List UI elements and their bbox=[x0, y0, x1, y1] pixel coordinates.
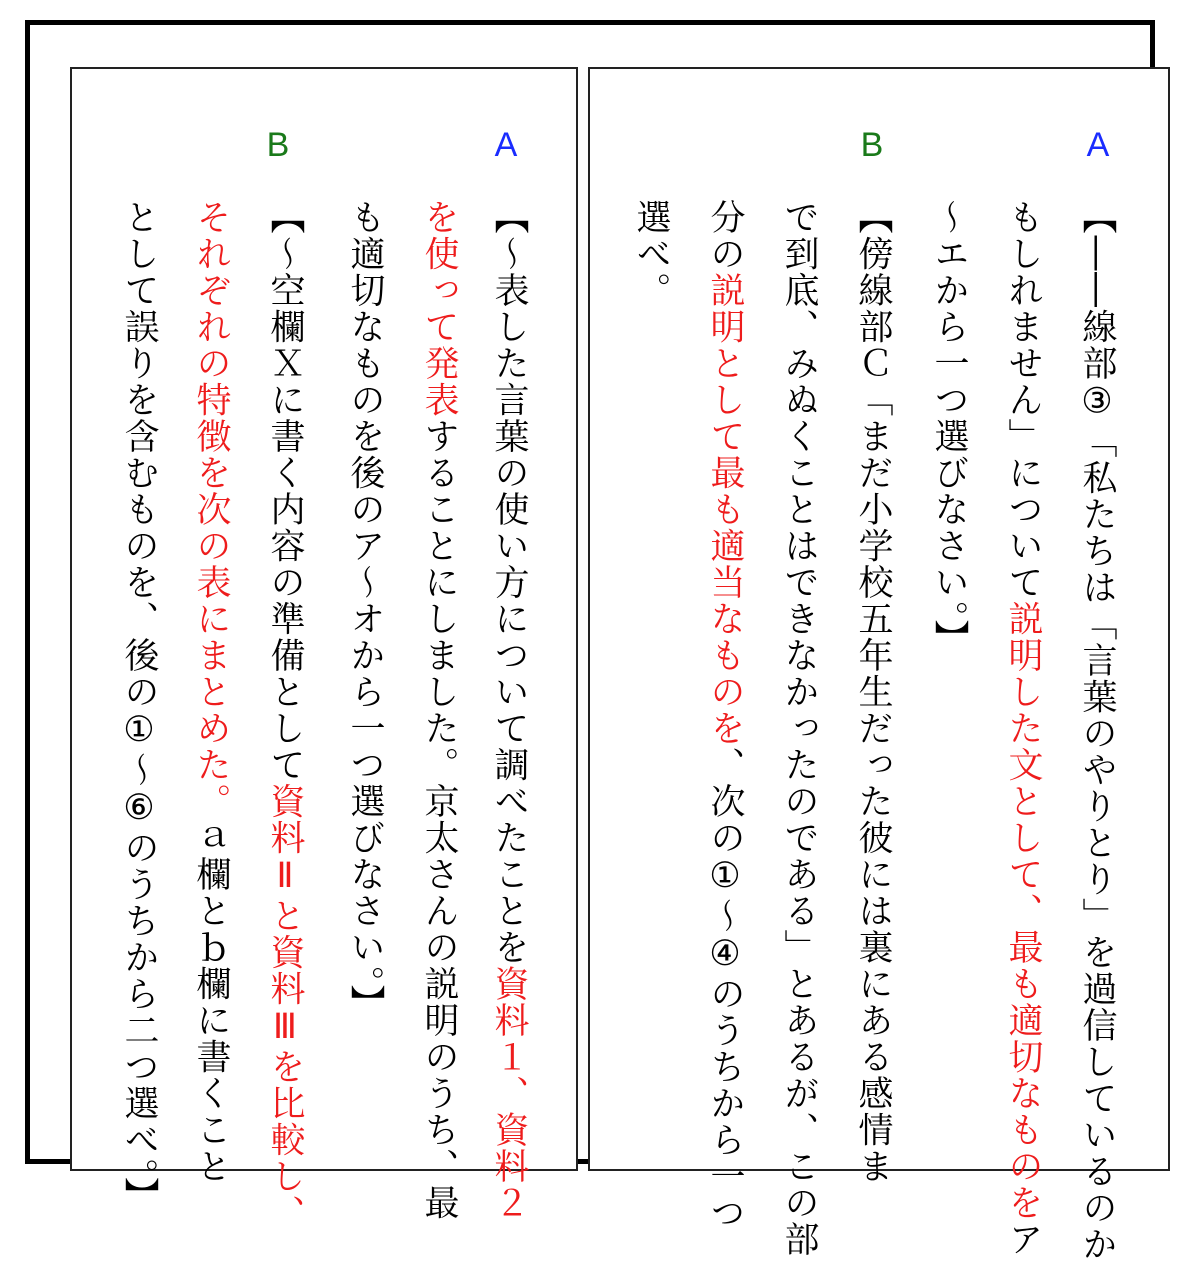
body-text: することにしました。京太さんの説明のうち、最 bbox=[419, 418, 459, 1221]
right-a-col2 bbox=[986, 199, 1059, 1258]
body-text: 【――線部③「私たちは「言葉のやりとり」を過信しているのか bbox=[1077, 199, 1117, 1263]
right-b-col2 bbox=[762, 199, 835, 1258]
body-text: もしれません」について bbox=[1003, 199, 1043, 601]
highlighted-text: を使って発表 bbox=[419, 199, 459, 418]
label-a-left: A bbox=[494, 126, 518, 164]
body-text: も適切なものを後のア～オから一つ選びなさい。】 bbox=[345, 199, 385, 1021]
right-a-col3 bbox=[912, 199, 985, 656]
left-b-col3 bbox=[102, 199, 175, 1214]
body-text: 分の bbox=[705, 199, 745, 272]
body-text: 、次の①～④のうちから一つ bbox=[705, 746, 745, 1231]
right-b-col1 bbox=[836, 199, 909, 1185]
left-question-panel bbox=[70, 67, 578, 1231]
body-text: として誤りを含むものを、後の①～⑥のうちから二つ選べ。】 bbox=[119, 199, 159, 1214]
outer-frame bbox=[25, 20, 1155, 1263]
right-b-col4 bbox=[614, 199, 687, 309]
body-text: ア bbox=[1003, 1221, 1043, 1258]
right-a-col1 bbox=[1060, 199, 1133, 1263]
body-text: 【～表した言葉の使い方について調べたことを bbox=[489, 199, 529, 966]
left-a-col2 bbox=[402, 199, 475, 1221]
highlighted-text: 資料Ⅱと資料Ⅲを比較し、 bbox=[265, 783, 305, 1231]
body-text: ａ欄とｂ欄に書くこと bbox=[191, 819, 231, 1185]
label-b-left: B bbox=[266, 126, 290, 164]
right-b-col3 bbox=[688, 199, 761, 1231]
body-text: 【傍線部Ｃ「まだ小学校五年生だった彼には裏にある感情ま bbox=[853, 199, 893, 1185]
body-text: で到底、みぬくことはできなかったのである」とあるが、この部 bbox=[779, 199, 819, 1258]
left-a-col1 bbox=[472, 199, 545, 1221]
label-a-right: A bbox=[1086, 126, 1110, 164]
body-text: 選べ。 bbox=[631, 199, 671, 309]
highlighted-text: 説明として最も適当なものを bbox=[705, 272, 745, 747]
body-text: ～エから一つ選びなさい。】 bbox=[929, 199, 969, 656]
body-text: 【～空欄Ｘに書く内容の準備として bbox=[265, 199, 305, 783]
left-b-col1 bbox=[248, 199, 321, 1231]
highlighted-text: 説明した文として、最も適切なものを bbox=[1003, 600, 1043, 1221]
highlighted-text: それぞれの特徴を次の表にまとめた。 bbox=[191, 199, 231, 820]
highlighted-text: 資料１、資料２ bbox=[489, 965, 529, 1221]
left-a-col3 bbox=[328, 199, 401, 1021]
right-question-panel bbox=[588, 67, 1170, 1263]
left-b-col2 bbox=[174, 199, 247, 1185]
label-b-right: B bbox=[860, 126, 884, 164]
